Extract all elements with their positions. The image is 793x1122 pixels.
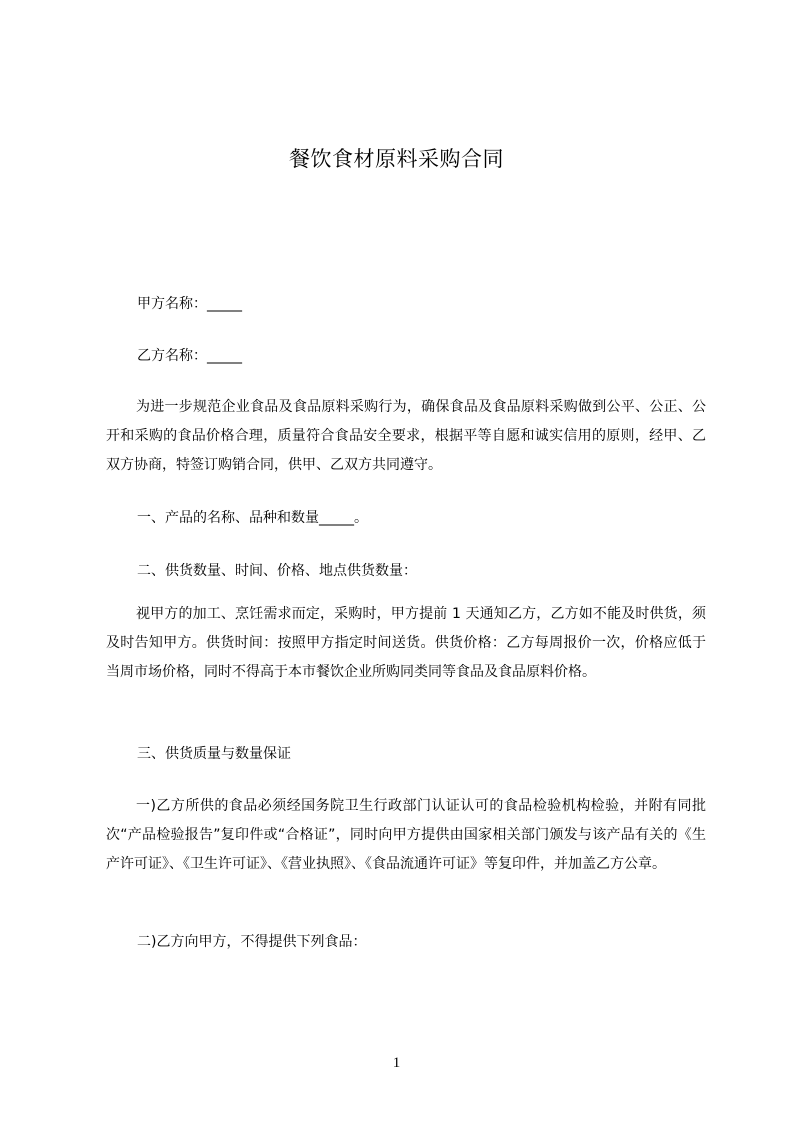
party-b-name: 乙方名称：_____: [137, 348, 242, 364]
intro-paragraph: 为进一步规范企业食品及食品原料采购行为，确保食品及食品原料采购做到公平、公正、公开和采购的食品价格合理，质量符合食品安全要求，根据平等自愿和诚实信用的原则，经甲、乙双方协商，特签订购销合同，供甲、乙双方共同遵守。: [106, 399, 706, 473]
section-1-heading: 一、产品的名称、品种和数量_____。: [137, 510, 368, 526]
section-2-body: 视甲方的加工、烹饪需求而定，采购时，甲方提前 1 天通知乙方，乙方如不能及时供货，须及时告知甲方。供货时间：按照甲方指定时间送货。供货价格：乙方每周报价一次，价格应低于当周市场价格，同时不得高于本市餐饮企业所购同类同等食品及食品原料价格。: [106, 606, 706, 680]
section-3-heading: 三、供货质量与数量保证: [137, 746, 291, 762]
section-3-item-1: 一)乙方所供的食品必须经国务院卫生行政部门认证认可的食品检验机构检验，并附有同批次“产品检验报告”复印件或“合格证”，同时向甲方提供由国家相关部门颁发与该产品有关的《生产许可证》、《卫生许可证》、《营业执照》、《食品流通许可证》等复印件，并加盖乙方公章。: [106, 798, 706, 872]
party-a-name: 甲方名称：_____: [137, 296, 242, 312]
page-number: 1: [392, 1055, 401, 1071]
document-title: 餐饮食材原料采购合同: [289, 147, 504, 171]
section-3-item-2: 二)乙方向甲方，不得提供下列食品：: [137, 934, 367, 950]
section-2-heading: 二、供货数量、时间、价格、地点供货数量：: [137, 563, 417, 579]
